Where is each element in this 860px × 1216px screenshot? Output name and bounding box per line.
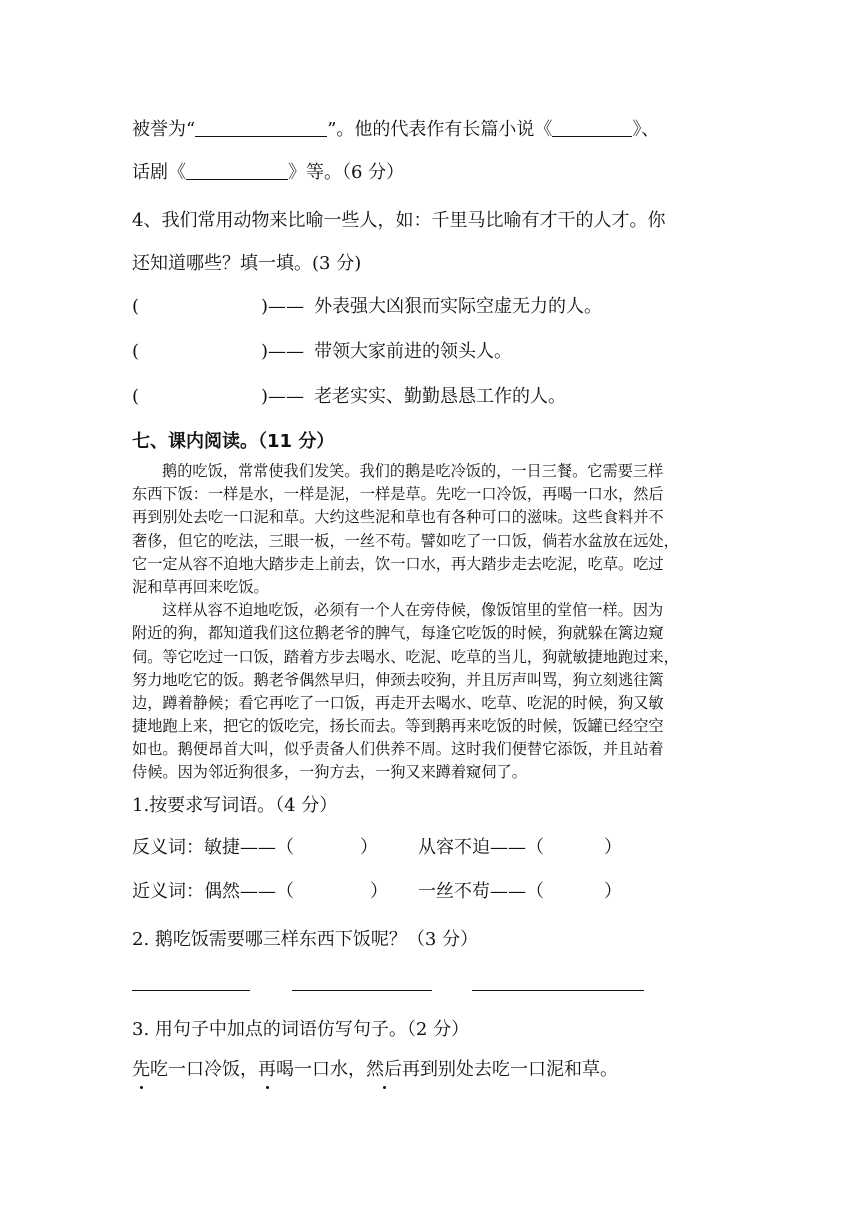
- sentence-part: 喝一口水，: [276, 1059, 366, 1080]
- q4-item-open: (: [132, 386, 140, 407]
- q3-blank-3[interactable]: [186, 161, 288, 180]
- synonym-close-1: ）: [370, 881, 388, 902]
- model-sentence: [132, 1058, 618, 1082]
- q4-item-open: (: [132, 296, 140, 317]
- passage-line: 侍候。因为邻近狗很多，一狗方去，一狗又来蹲着窥伺了。: [132, 763, 527, 782]
- q4-item: [132, 385, 566, 409]
- passage-line: 捷地跑上来，把它的饭吃完，扬长而去。等到鹅再来吃饭的时候，饭罐已经空空: [132, 717, 664, 736]
- synonym-row: [132, 880, 622, 904]
- passage-line: 东西下饭：一样是水，一样是泥，一样是草。先吃一口冷饭，再喝一口水，然后: [132, 485, 664, 504]
- sub1-title: 1.按要求写词语。（4 分）: [132, 795, 338, 816]
- passage-line: 这样从容不迫地吃饭，必须有一个人在旁侍候，像饭馆里的堂倌一样。因为: [162, 601, 664, 620]
- q3-text-e: 》等。（6 分）: [288, 162, 405, 183]
- q4-item-open: (: [132, 341, 140, 362]
- q3-text-a: 被誉为“: [132, 119, 196, 140]
- sub3-title: 3. 用句子中加点的词语仿写句子。（2 分）: [132, 1019, 470, 1040]
- passage-line: 奢侈，但它的吃法，三眼一板，一丝不苟。譬如吃了一口饭，倘若水盆放在远处，: [132, 531, 679, 550]
- passage-line: 它一定从容不迫地大踏步走上前去，饮一口水，再大踏步走去吃泥，吃草。吃过: [132, 554, 664, 573]
- passage-line: 伺。等它吃过一口饭，踏着方步去喝水、吃泥、吃草的当儿，狗就敏捷地跑过来，: [132, 647, 679, 666]
- answer-line-2[interactable]: [292, 990, 432, 991]
- q3-text-c: 》、: [632, 119, 660, 140]
- q4-title-line1: 4、我们常用动物来比喻一些人，如：千里马比喻有才干的人才。你: [132, 210, 666, 231]
- q4-item: [132, 295, 602, 319]
- q3-blank-1[interactable]: [195, 118, 327, 137]
- antonym-close-1: ）: [360, 837, 378, 858]
- q4-item-dash: )——: [261, 386, 305, 407]
- answer-line-3[interactable]: [472, 990, 644, 991]
- antonym-label-2: 从容不迫——（: [418, 837, 544, 858]
- passage-line: 边，蹲着静候；看它再吃了一口饭，再走开去喝水、吃草、吃泥的时候，狗又敏: [132, 693, 664, 712]
- q3-line2: [132, 161, 404, 185]
- q3-text-b: ”。他的代表作有长篇小说《: [327, 119, 553, 140]
- q4-item-dash: )——: [261, 296, 305, 317]
- sentence-part: 吃一口冷饭，: [150, 1059, 258, 1080]
- q4-item: [132, 340, 512, 364]
- q4-item-desc: 老老实实、勤勤恳恳工作的人。: [314, 386, 567, 407]
- dotted-word-ranhou: 然后: [366, 1059, 402, 1080]
- dotted-word-zai: 再: [258, 1059, 276, 1080]
- q4-title-line2: 还知道哪些？填一填。(3 分): [132, 253, 362, 274]
- dotted-word-xian: 先: [132, 1059, 150, 1080]
- passage-line: 鹅的吃饭，常常使我们发笑。我们的鹅是吃冷饭的，一日三餐。它需要三样: [162, 462, 664, 480]
- synonym-close-2: ）: [604, 881, 622, 902]
- sentence-part: 再到别处去吃一口泥和草。: [402, 1059, 618, 1080]
- passage-line: 努力地吃它的饭。鹅老爷偶然早归，伸颈去咬狗，并且厉声叫骂，狗立刻逃往篱: [132, 670, 664, 689]
- q4-item-desc: 带领大家前进的领头人。: [314, 341, 513, 362]
- answer-line-1[interactable]: [132, 990, 250, 991]
- antonym-label: 反义词：敏捷——（: [132, 837, 294, 858]
- q3-blank-2[interactable]: [552, 118, 632, 137]
- passage-line: 泥和草再回来吃饭。: [132, 577, 269, 596]
- passage-line: 如也。鹅便昂首大叫，似乎责备人们供养不周。这时我们便替它添饭，并且站着: [132, 740, 664, 759]
- passage-line: 再到别处去吃一口泥和草。大约这些泥和草也有各种可口的滋味。这些食料并不: [132, 508, 664, 527]
- sub2-title: 2. 鹅吃饭需要哪三样东西下饭呢？（3 分）: [132, 929, 479, 950]
- reading-passage: [132, 460, 732, 785]
- passage-line: 附近的狗，都知道我们这位鹅老爷的脾气，每逢它吃饭的时候，狗就躲在篱边窥: [132, 624, 664, 643]
- synonym-label: 近义词：偶然——（: [132, 881, 294, 902]
- antonym-row: [132, 836, 622, 860]
- antonym-close-2: ）: [604, 837, 622, 858]
- q4-item-desc: 外表强大凶狠而实际空虚无力的人。: [314, 296, 603, 317]
- section7-heading: 七、课内阅读。（11 分）: [132, 431, 335, 452]
- q3-text-d: 话剧《: [132, 162, 186, 183]
- q3-line1: [132, 118, 659, 142]
- synonym-label-2: 一丝不苟——（: [418, 881, 544, 902]
- q4-item-dash: )——: [261, 341, 305, 362]
